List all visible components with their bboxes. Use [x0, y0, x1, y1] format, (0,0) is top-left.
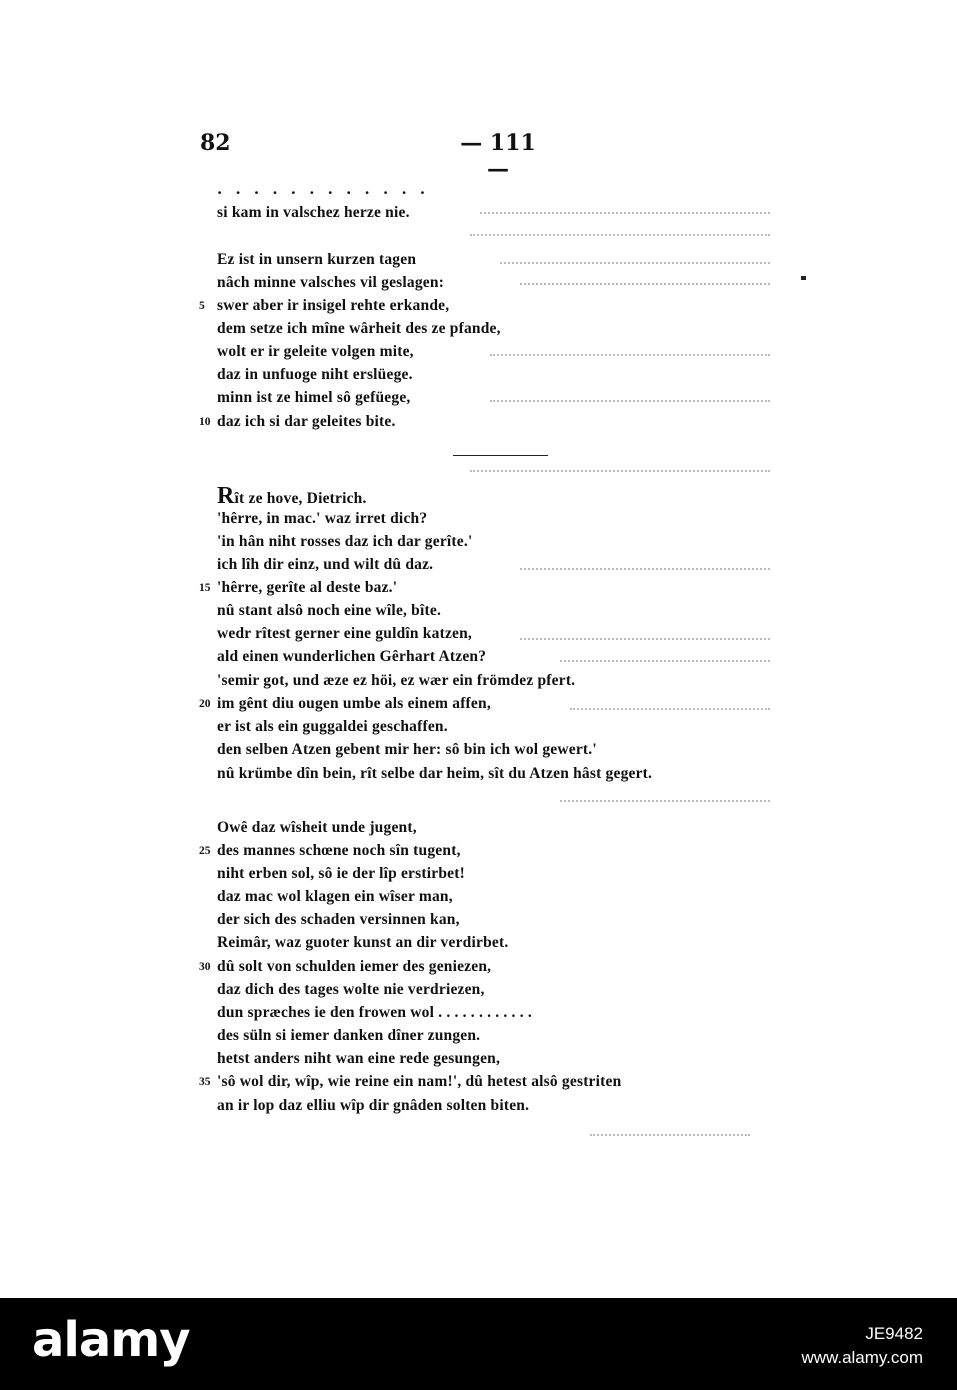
verse-text: ich lîh dir einz, und wilt dû daz.: [217, 556, 434, 573]
verse-text: im gênt diu ougen umbe als einem affen,: [217, 695, 491, 712]
verse-text: Reimâr, waz guoter kunst an dir verdirbet.: [217, 934, 509, 951]
verse-text: der sich des schaden versinnen kan,: [217, 911, 460, 928]
bleed-through-mark: [480, 212, 770, 214]
verse-text: nû krümbe dîn bein, rît selbe dar heim, sît du Atzen hâst gegert.: [217, 765, 653, 782]
verse-text: 'semir got, und æze ez höi, ez wær ein frömdez pfert.: [217, 672, 576, 689]
verse-line: [217, 910, 460, 930]
verse-text: daz in unfuoge niht erslüege.: [217, 366, 413, 383]
verse-text: daz dich des tages wolte nie verdriezen,: [217, 981, 485, 998]
verse-text: minn ist ze himel sô gefüege,: [217, 389, 411, 406]
verse-line: [217, 647, 486, 667]
leading-dots: . . . . . . . . . . . .: [217, 180, 430, 198]
verse-text: dem setze ich mîne wârheit des ze pfande,: [217, 320, 501, 337]
verse-line: [217, 624, 472, 644]
verse-line: [217, 864, 465, 884]
verse-text: dun spræches ie den frowen wol . . . . . . . . . . . .: [217, 1004, 532, 1021]
verse-line: [217, 694, 491, 714]
verse-line: [217, 412, 396, 432]
verse-text: dû solt von schulden iemer des geniezen,: [217, 958, 492, 975]
page-number-left: 82: [200, 130, 231, 156]
verse-text: daz mac wol klagen ein wîser man,: [217, 888, 453, 905]
brand-logo: alamy: [32, 1312, 190, 1368]
bleed-through-mark: [520, 568, 770, 570]
line-number: 10: [199, 416, 211, 428]
line-number: 25: [199, 845, 211, 857]
verse-line: [217, 1096, 529, 1116]
verse-line: [217, 1026, 480, 1046]
line-number: 20: [199, 698, 211, 710]
brand-url: www.alamy.com: [801, 1348, 923, 1367]
section-divider: [453, 455, 548, 456]
verse-text: 'sô wol dir, wîp, wie reine ein nam!', dû hetest alsô gestriten: [217, 1073, 622, 1090]
verse-line: [217, 532, 472, 552]
line-number: 30: [199, 961, 211, 973]
verse-line: [217, 740, 597, 760]
verse-text: nû stant alsô noch eine wîle, bîte.: [217, 602, 442, 619]
verse-text: an ir lop daz elliu wîp dir gnâden solten biten.: [217, 1097, 530, 1114]
bleed-through-mark: [490, 400, 770, 402]
verse-text: den selben Atzen gebent mir her: sô bin ich wol gewert.': [217, 741, 597, 758]
verse-line: [217, 1049, 500, 1069]
line-number: 15: [199, 582, 211, 594]
verse-text: niht erben sol, sô ie der lîp erstirbet!: [217, 865, 465, 882]
drop-cap: R: [217, 483, 235, 509]
page-number-center: — 111 —: [460, 130, 536, 182]
verse-line: [217, 841, 461, 861]
verse-text: wolt er ir geleite volgen mite,: [217, 343, 414, 360]
bleed-through-mark: [560, 660, 770, 662]
verse-text: hetst anders niht wan eine rede gesungen,: [217, 1050, 501, 1067]
verse-line: [217, 887, 453, 907]
bleed-through-mark: [560, 800, 770, 802]
margin-mark: [801, 276, 806, 280]
verse-text: si kam in valschez herze nie.: [217, 204, 410, 221]
image-id: JE9482: [865, 1324, 923, 1343]
verse-line: [217, 764, 652, 784]
verse-text: Ez ist in unsern kurzen tagen: [217, 251, 417, 268]
bleed-through-mark: [590, 1134, 750, 1136]
bleed-through-mark: [520, 638, 770, 640]
verse-line: [217, 818, 417, 838]
verse-line: [217, 250, 416, 270]
verse-text: ald einen wunderlichen Gêrhart Atzen?: [217, 648, 487, 665]
bleed-through-mark: [570, 708, 770, 710]
verse-line: [217, 1003, 532, 1023]
verse-text: daz ich si dar geleites bite.: [217, 413, 396, 430]
line-number: 5: [199, 300, 205, 312]
verse-line: [217, 203, 410, 223]
bleed-through-mark: [490, 354, 770, 356]
verse-line: [217, 555, 433, 575]
verse-line: [217, 933, 508, 953]
verse-line: [217, 388, 411, 408]
verse-text: des süln si iemer danken dîner zungen.: [217, 1027, 481, 1044]
verse-text: er ist als ein guggaldei geschaffen.: [217, 718, 448, 735]
verse-text: ît ze hove, Dietrich.: [234, 490, 367, 507]
verse-line: [217, 671, 575, 691]
verse-text: 'hêrre, in mac.' waz irret dich?: [217, 510, 428, 527]
verse-text: 'in hân niht rosses daz ich dar gerîte.': [217, 533, 473, 550]
verse-line: [217, 1072, 621, 1092]
line-number: 35: [199, 1076, 211, 1088]
verse-text: wedr rîtest gerner eine guldîn katzen,: [217, 625, 472, 642]
verse-line: [217, 717, 448, 737]
verse-line: [217, 980, 485, 1000]
verse-line: [217, 342, 414, 362]
verse-text: 'hêrre, gerîte al deste baz.': [217, 579, 398, 596]
verse-text: nâch minne valsches vil geslagen:: [217, 274, 445, 291]
verse-line: [217, 365, 413, 385]
bleed-through-mark: [470, 470, 770, 472]
verse-text: des mannes schœne noch sîn tugent,: [217, 842, 461, 859]
bleed-through-mark: [500, 262, 770, 264]
verse-text: Owê daz wîsheit unde jugent,: [217, 819, 417, 836]
verse-line: [217, 957, 491, 977]
verse-line: [217, 296, 449, 316]
verse-line: [217, 601, 441, 621]
bleed-through-mark: [470, 234, 770, 236]
verse-line: [217, 273, 444, 293]
verse-text: swer aber ir insigel rehte erkande,: [217, 297, 450, 314]
bleed-through-mark: [520, 283, 770, 285]
verse-line: [217, 483, 367, 509]
verse-line: [217, 578, 397, 598]
verse-line: [217, 319, 501, 339]
verse-line: [217, 509, 427, 529]
